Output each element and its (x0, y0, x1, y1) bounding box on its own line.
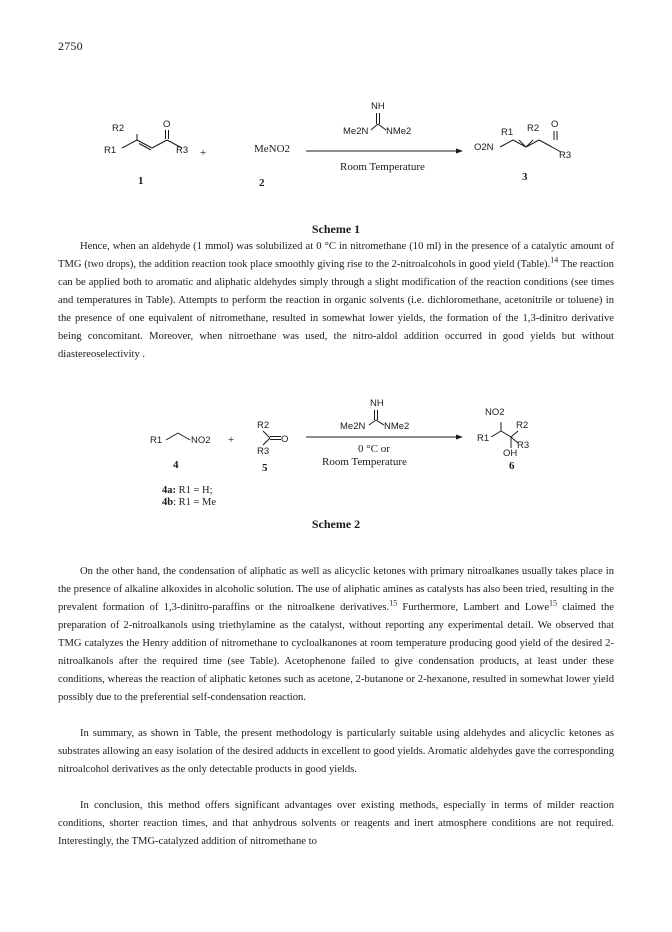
ketone-r2-label: R2 (257, 420, 270, 431)
reaction-condition: Room Temperature (340, 161, 425, 173)
product6-r3-label: R3 (517, 440, 530, 451)
tmg2-me2n-label: Me2N (340, 421, 366, 432)
product6-no2-label: NO2 (485, 407, 505, 418)
reaction-condition-2a: 0 °C or (358, 443, 390, 455)
nitromethane-label: MeNO2 (254, 143, 291, 155)
compound-4a-label: 4a: (162, 485, 176, 496)
scheme-2-title: Scheme 2 (311, 517, 361, 531)
compound-4-number: 4 (173, 459, 179, 471)
reaction-arrow-2-head (456, 435, 463, 440)
reaction-condition-2b: Room Temperature (322, 456, 407, 468)
paragraph-1-text-b: The reaction can be applied both to aromatic and aliphatic aldehydes simply through a slight modification of the reaction conditions (see times and temperatures in Table). Attempts to perform the reaction in organic solvents (i.e. dichloromethane, acetonitrile or toluene) in the presence of one equivalent of nitromethane, resulted in somewhat lower yields, the formation of the 1,3-dinitro derivative being concomitant. Moreover, when nitroethane was used, the nitro-aldol addition occurred in good yields but without diastereoselectivity . (58, 259, 614, 360)
paragraph-4: In conclusion, this method offers significant advantages over existing methods, especially in terms of milder reaction conditions, shorter reaction times, and that anhydrous solvents or reagents and inert atmosphere conditions are not required. Interestingly, the TMG-catalyzed addition of nitromethane to (58, 800, 614, 847)
product6-oh-label: OH (503, 448, 518, 459)
paragraph-1-text-a: Hence, when an aldehyde (1 mmol) was solubilized at 0 °C in nitromethane (10 ml) in the presence of a catalytic amount of TMG (two drops), the addition reaction took place smoothly giving rise to the 2-nitroalcohols in good yield (Table). (58, 241, 614, 270)
nitroalkane-structure (166, 433, 190, 440)
ketone-structure (263, 431, 281, 445)
nitroalkane-r1-label: R1 (150, 435, 163, 446)
tmg-me2n-label: Me2N (343, 126, 369, 137)
tmg-nme2-label: NMe2 (386, 126, 412, 137)
tmg-nh-label: NH (371, 101, 385, 112)
enone-r2-label: R2 (112, 123, 125, 134)
ketone-o-label: O (281, 434, 289, 445)
tmg2-nh-label: NH (370, 398, 384, 409)
ketone-r3-label: R3 (257, 446, 270, 457)
compound-3-number: 3 (522, 171, 528, 183)
page-number: 2750 (58, 39, 83, 53)
compound-4b-label: 4b (162, 497, 174, 508)
compound-2-number: 2 (259, 177, 265, 189)
product-o2n-label: O2N (474, 142, 494, 153)
compound-6-number: 6 (509, 460, 515, 472)
paragraph-2-text-b: Furthermore, Lambert and Lowe (397, 602, 550, 613)
product-r1-label: R1 (501, 127, 514, 138)
nitroalkane-no2-label: NO2 (191, 435, 211, 446)
enone-r1-label: R1 (104, 145, 117, 156)
paragraph-1 (58, 238, 614, 364)
compound-4a-text: R1 = H; (176, 485, 213, 496)
compound-4b-text: : R1 = Me (173, 497, 217, 508)
tmg2-nme2-label: NMe2 (384, 421, 410, 432)
paragraph-3: In summary, as shown in Table, the present methodology is particularly suitable using aldehydes and alicyclic ketones as substrates allowing an easy isolation of the desired adducts in excellent to good yields. Aromatic aldehydes gave the corresponding nitroalcohol derivatives as the only detectable products in good yields. (58, 728, 614, 775)
paragraph-2-text-a: On the other hand, the condensation of aliphatic as well as alicyclic ketones with primary nitroalkanes usually takes place in the presence of alkaline alkoxides in alcoholic solution. The use of aliphatic amines as catalysts has also been tried, resulting in the prevalent formation of 1,3-dinitro-paraffins or the nitroalkene derivatives. (58, 566, 614, 613)
reference-15b: 15 (549, 598, 558, 608)
plus-sign: + (200, 147, 207, 159)
compound-5-number: 5 (262, 462, 268, 474)
product-r3-label: R3 (559, 150, 572, 161)
product-r2-label: R2 (527, 123, 540, 134)
paragraph-2-text-c: claimed the preparation of 2-nitroalkanols using triethylamine as the catalyst, without reporting any experimental detail. We observed that TMG catalyzes the Henry addition of nitromethane to cycloalkanones at room temperature producing good yield of the desired 2-nitroalkanols after the required time (see Table). Acetophenone failed to give condensation products, at least under these conditions, whereas the reaction of aliphatic ketones such as acetone, 2-butanone or 2-hexanone, resulted in somewhat lower yield possibly due to the preferential self-condensation reaction. (58, 602, 614, 703)
compound-4a-definition (162, 485, 213, 497)
nitroalcohol-structure (491, 422, 518, 448)
plus-sign-2: + (228, 434, 235, 446)
reference-15a: 15 (389, 598, 398, 608)
paragraph-2 (58, 563, 614, 707)
scheme-1-drawing (0, 0, 672, 220)
tmg-structure (371, 113, 386, 130)
scheme-2-drawing (0, 380, 672, 520)
product6-r2-label: R2 (516, 420, 529, 431)
scheme-1-title: Scheme 1 (311, 222, 361, 236)
reaction-arrow-head (456, 149, 463, 154)
compound-1-number: 1 (138, 175, 144, 187)
product6-r1-label: R1 (477, 433, 490, 444)
product-o-label: O (551, 119, 559, 130)
compound-4b-definition (162, 497, 216, 509)
enone-o-label: O (163, 119, 171, 130)
reference-14: 14 (550, 255, 559, 265)
tmg2-structure (369, 410, 384, 425)
enone-structure (122, 130, 182, 150)
enone-r3-label: R3 (176, 145, 189, 156)
